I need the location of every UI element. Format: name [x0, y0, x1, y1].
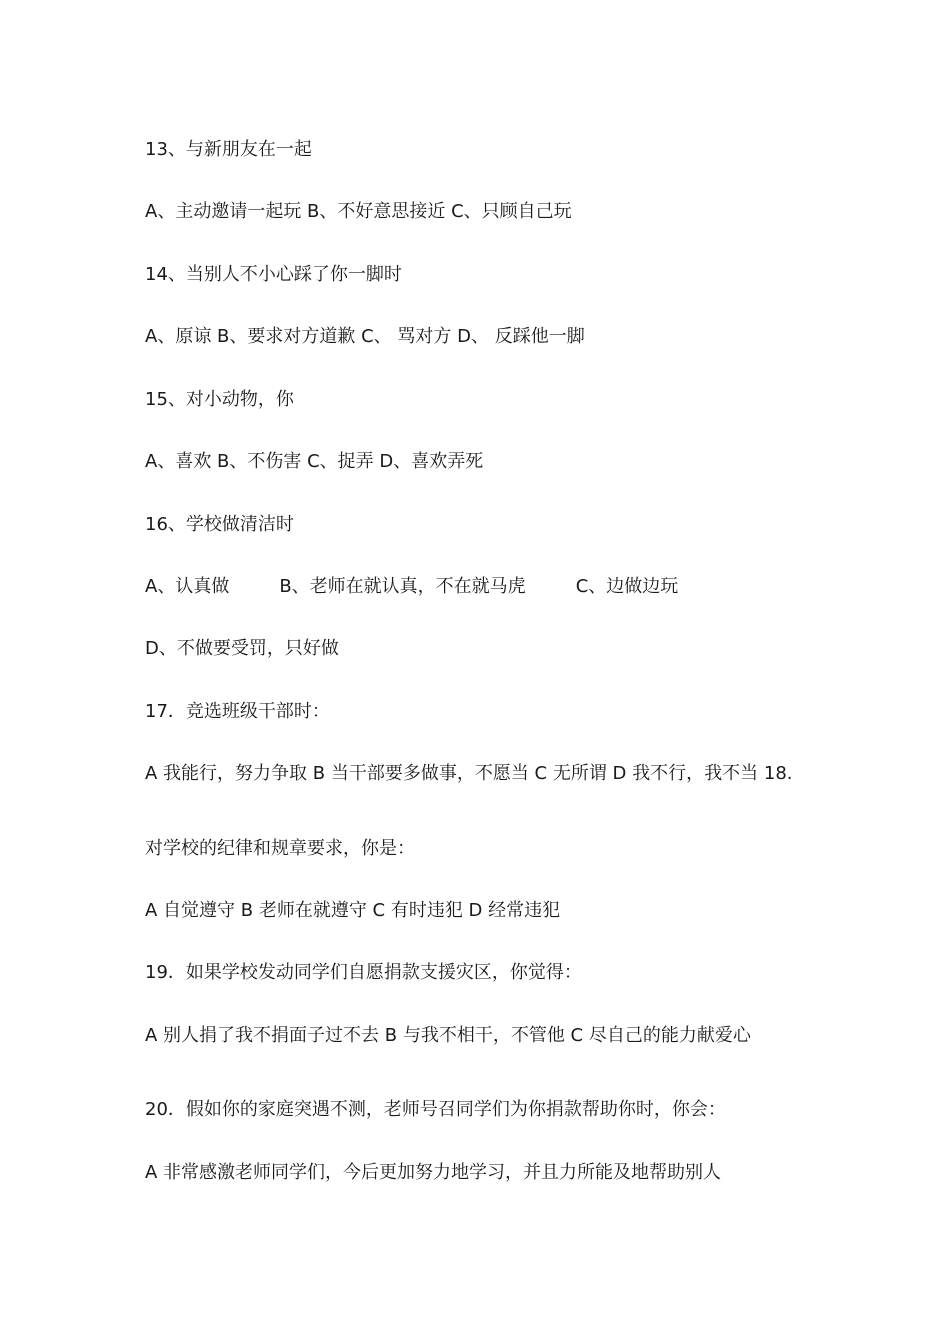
question-13-title: 13、与新朋友在一起	[145, 139, 312, 160]
question-16-option-a: A、认真做	[145, 576, 230, 597]
question-16-options	[145, 575, 678, 599]
question-17-options: A 我能行，努力争取 B 当干部要多做事，不愿当 C 无所谓 D 我不行，我不当 18.	[145, 763, 793, 784]
question-20-title: 20．假如你的家庭突遇不测，老师号召同学们为你捐款帮助你时，你会：	[145, 1099, 726, 1120]
question-18-options: A 自觉遵守 B 老师在就遵守 C 有时违犯 D 经常违犯	[145, 900, 561, 921]
question-13-options: A、主动邀请一起玩 B、不好意思接近 C、只顾自己玩	[145, 201, 572, 222]
question-18-title: 对学校的纪律和规章要求，你是：	[145, 838, 415, 859]
question-14-title: 14、当别人不小心踩了你一脚时	[145, 264, 402, 285]
question-19-options: A 别人捐了我不捐面子过不去 B 与我不相干，不管他 C 尽自己的能力献爱心	[145, 1025, 751, 1046]
question-19-title: 19．如果学校发动同学们自愿捐款支援灾区，你觉得：	[145, 962, 582, 983]
question-16-option-d: D、不做要受罚，只好做	[145, 638, 339, 659]
question-17-title: 17．竞选班级干部时：	[145, 701, 330, 722]
question-15-options: A、喜欢 B、不伤害 C、捉弄 D、喜欢弄死	[145, 451, 484, 472]
question-16-option-c: C、边做边玩	[575, 576, 679, 597]
question-16-option-b: B、老师在就认真，不在就马虎	[279, 576, 526, 597]
question-20-options: A 非常感激老师同学们，今后更加努力地学习，并且力所能及地帮助别人	[145, 1162, 722, 1183]
question-16-title: 16、学校做清洁时	[145, 514, 294, 535]
question-14-options: A、原谅 B、要求对方道歉 C、 骂对方 D、 反踩他一脚	[145, 326, 585, 347]
question-15-title: 15、对小动物，你	[145, 389, 294, 410]
